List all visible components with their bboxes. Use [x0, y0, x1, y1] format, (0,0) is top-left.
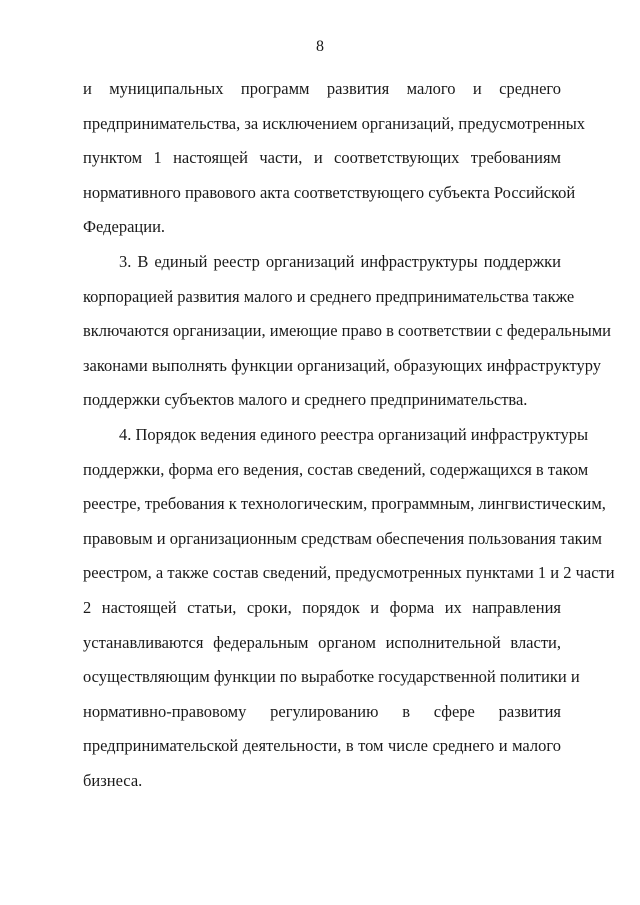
- text-line: устанавливаются федеральным органом исполнительной власти,: [83, 632, 561, 652]
- text-line: включаются организации, имеющие право в соответствии с федеральными: [83, 321, 612, 341]
- page-number: 8: [316, 38, 324, 55]
- text-line: 2 настоящей статьи, сроки, порядок и форма их направления: [83, 597, 561, 617]
- paragraph-3: [83, 418, 615, 799]
- text-line: реестром, а также состав сведений, предусмотренных пунктами 1 и 2 части: [83, 563, 615, 583]
- text-line: предпринимательской деятельности, в том числе среднего и малого: [83, 736, 561, 756]
- text-line: правовым и организационным средствам обеспечения пользования таким: [83, 528, 602, 548]
- text-line: законами выполнять функции организаций, образующих инфраструктуру: [83, 355, 602, 375]
- text-line: реестре, требования к технологическим, программным, лингвистическим,: [83, 494, 606, 514]
- text-line: предпринимательства, за исключением организаций, предусмотренных: [83, 113, 586, 133]
- paragraph-2: [83, 245, 612, 418]
- text-line: Федерации.: [83, 217, 166, 237]
- text-line: и муниципальных программ развития малого и среднего: [83, 79, 561, 98]
- text-line: поддержки субъектов малого и среднего предпринимательства.: [83, 390, 528, 410]
- text-line: поддержки, форма его ведения, состав сведений, содержащихся в таком: [83, 459, 589, 479]
- text-line: нормативного правового акта соответствующего субъекта Российской: [83, 182, 576, 202]
- text-line: нормативно-правовому регулированию в сфере развития: [83, 701, 561, 721]
- text-line: корпорацией развития малого и среднего предпринимательства также: [83, 286, 575, 306]
- text-line: осуществляющим функции по выработке государственной политики и: [83, 667, 580, 687]
- text-line: 4. Порядок ведения единого реестра организаций инфраструктуры: [119, 424, 589, 444]
- document-body: [83, 72, 615, 798]
- paragraph-1: [83, 72, 586, 245]
- text-line: бизнеса.: [83, 770, 143, 790]
- text-line: пунктом 1 настоящей части, и соответствующих требованиям: [83, 148, 561, 168]
- text-line: 3. В единый реестр организаций инфраструктуры поддержки: [119, 251, 561, 271]
